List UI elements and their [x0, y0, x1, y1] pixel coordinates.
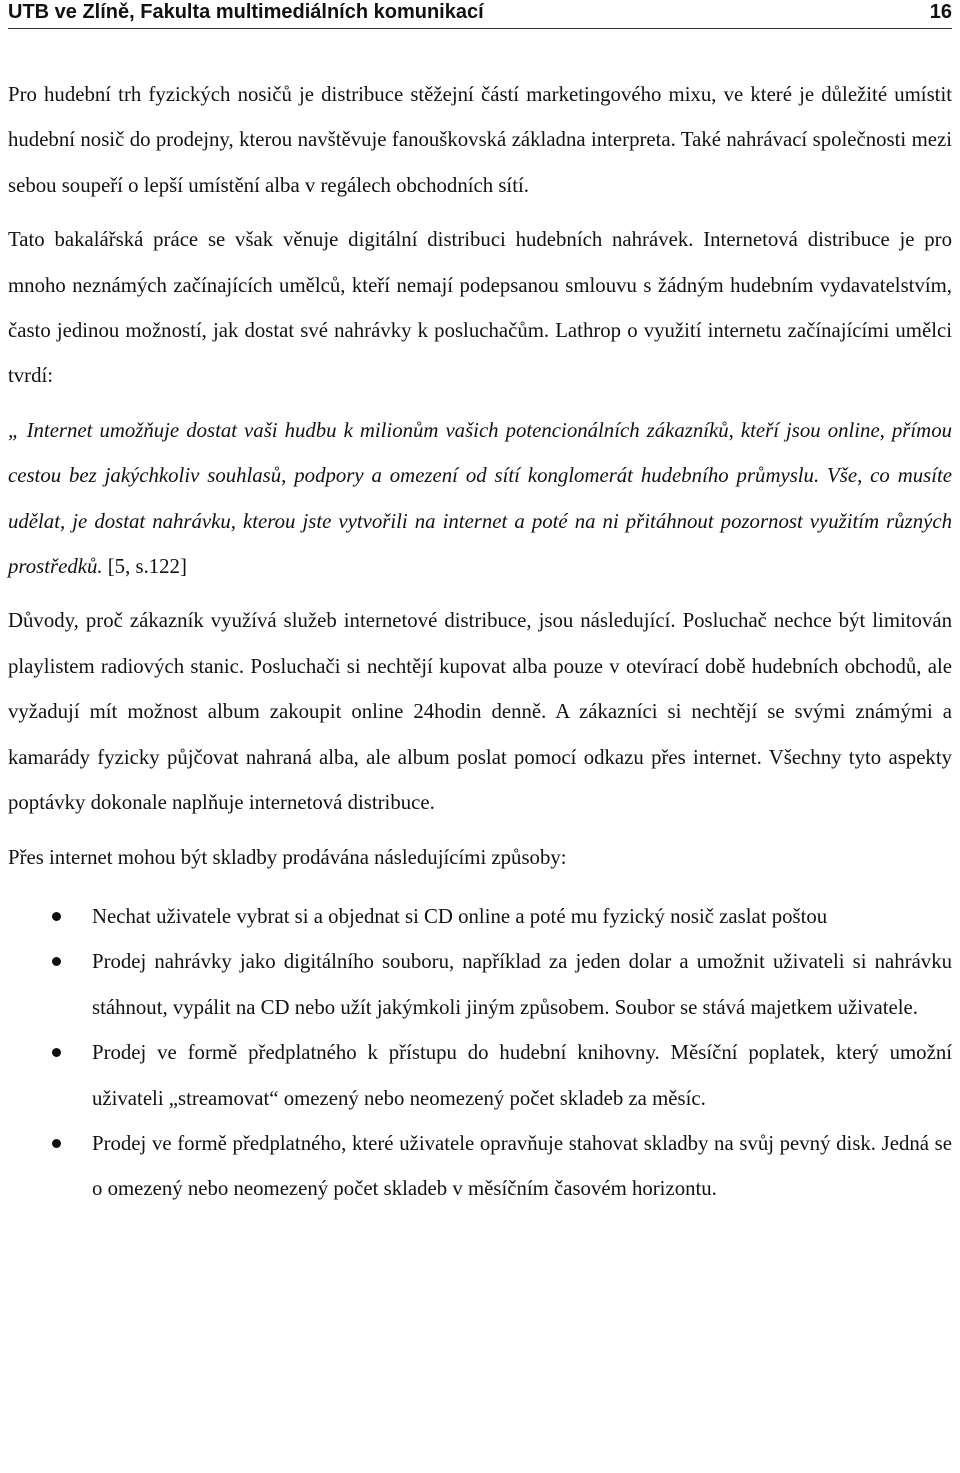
list-item-text: Prodej nahrávky jako digitálního souboru, například za jeden dolar a umožnit uživateli si nahrávku stáhnout, vypálit na CD nebo užít jakýmkoli jiným způsobem. Soubor se stává majetkem uživatele. — [92, 950, 952, 1019]
quote-text: „ Internet umožňuje dostat vaši hudbu k milionům vašich potencionálních zákazníků, kteří jsou online, přímou cestou bez jakýchkoliv souhlasů, podpory a omezení od sítí konglomerát hudebního průmyslu. Vše, co musíte udělat, je dostat nahrávku, kterou jste vytvořili na internet a poté na ni přitáhnout pozornost využitím různých prostředků. — [8, 418, 952, 579]
quote-citation: [5, s.122] — [107, 555, 187, 579]
list-item — [8, 894, 952, 939]
paragraph-reasons: Důvody, proč zákazník využívá služeb internetové distribuce, jsou následující. Posluchač nechce být limitován playlistem radiových stanic. Posluchači si nechtějí kupovat alba pouze v otevírací době hudebních obchodů, ale vyžadují mít možnost album zakoupit online 24hodin denně. A zákazníci si nechtějí se svými známými a kamarády fyzicky půjčovat nahraná alba, ale album poslat pomocí odkazu přes internet. Všechny tyto aspekty poptávky dokonale naplňuje internetová distribuce. — [8, 609, 952, 815]
sales-methods-list — [8, 894, 952, 1212]
page-content — [8, 72, 952, 1212]
list-item-text: Prodej ve formě předplatného, které uživatele opravňuje stahovat skladby na svůj pevný disk. Jedná se o omezený nebo neomezený počet skladeb v měsíčním časovém horizontu. — [92, 1131, 952, 1201]
bullet-icon — [52, 1139, 61, 1148]
page-number: 16 — [929, 1, 952, 23]
block-quote — [8, 408, 952, 590]
list-item — [8, 939, 952, 1030]
list-item — [8, 1121, 952, 1212]
paragraph-distribution-intro: Pro hudební trh fyzických nosičů je distribuce stěžejní částí marketingového mixu, ve které je důležité umístit hudební nosič do prodejny, kterou navštěvuje fanouškovská základna interpreta. Také nahrávací společnosti mezi sebou soupeří o lepší umístění alba v regálech obchodních sítí. — [8, 83, 952, 197]
bullet-icon — [52, 912, 61, 921]
list-item-text: Nechat uživatele vybrat si a objednat si CD online a poté mu fyzický nosič zaslat poštou — [92, 904, 828, 928]
page-header — [8, 0, 952, 29]
list-item — [8, 1030, 952, 1121]
paragraph-digital-distribution: Tato bakalářská práce se však věnuje digitální distribuci hudebních nahrávek. Internetová distribuce je pro mnoho neznámých začínajících umělců, kteří nemají podepsanou smlouvu s žádným hudebním vydavatelstvím, často jedinou možností, jak dostat své nahrávky k posluchačům. Lathrop o využití internetu začínajícími umělci tvrdí: — [8, 228, 952, 388]
header-title: UTB ve Zlíně, Fakulta multimediálních komunikací — [8, 1, 484, 23]
bullet-icon — [52, 1048, 61, 1057]
list-item-text: Prodej ve formě předplatného k přístupu do hudební knihovny. Měsíční poplatek, který umožní uživateli „streamovat“ omezený nebo neomezený počet skladeb za měsíc. — [92, 1041, 952, 1110]
bullet-icon — [52, 957, 61, 966]
paragraph-sales-methods-intro: Přes internet mohou být skladby prodávána následujícími způsoby: — [8, 845, 567, 869]
